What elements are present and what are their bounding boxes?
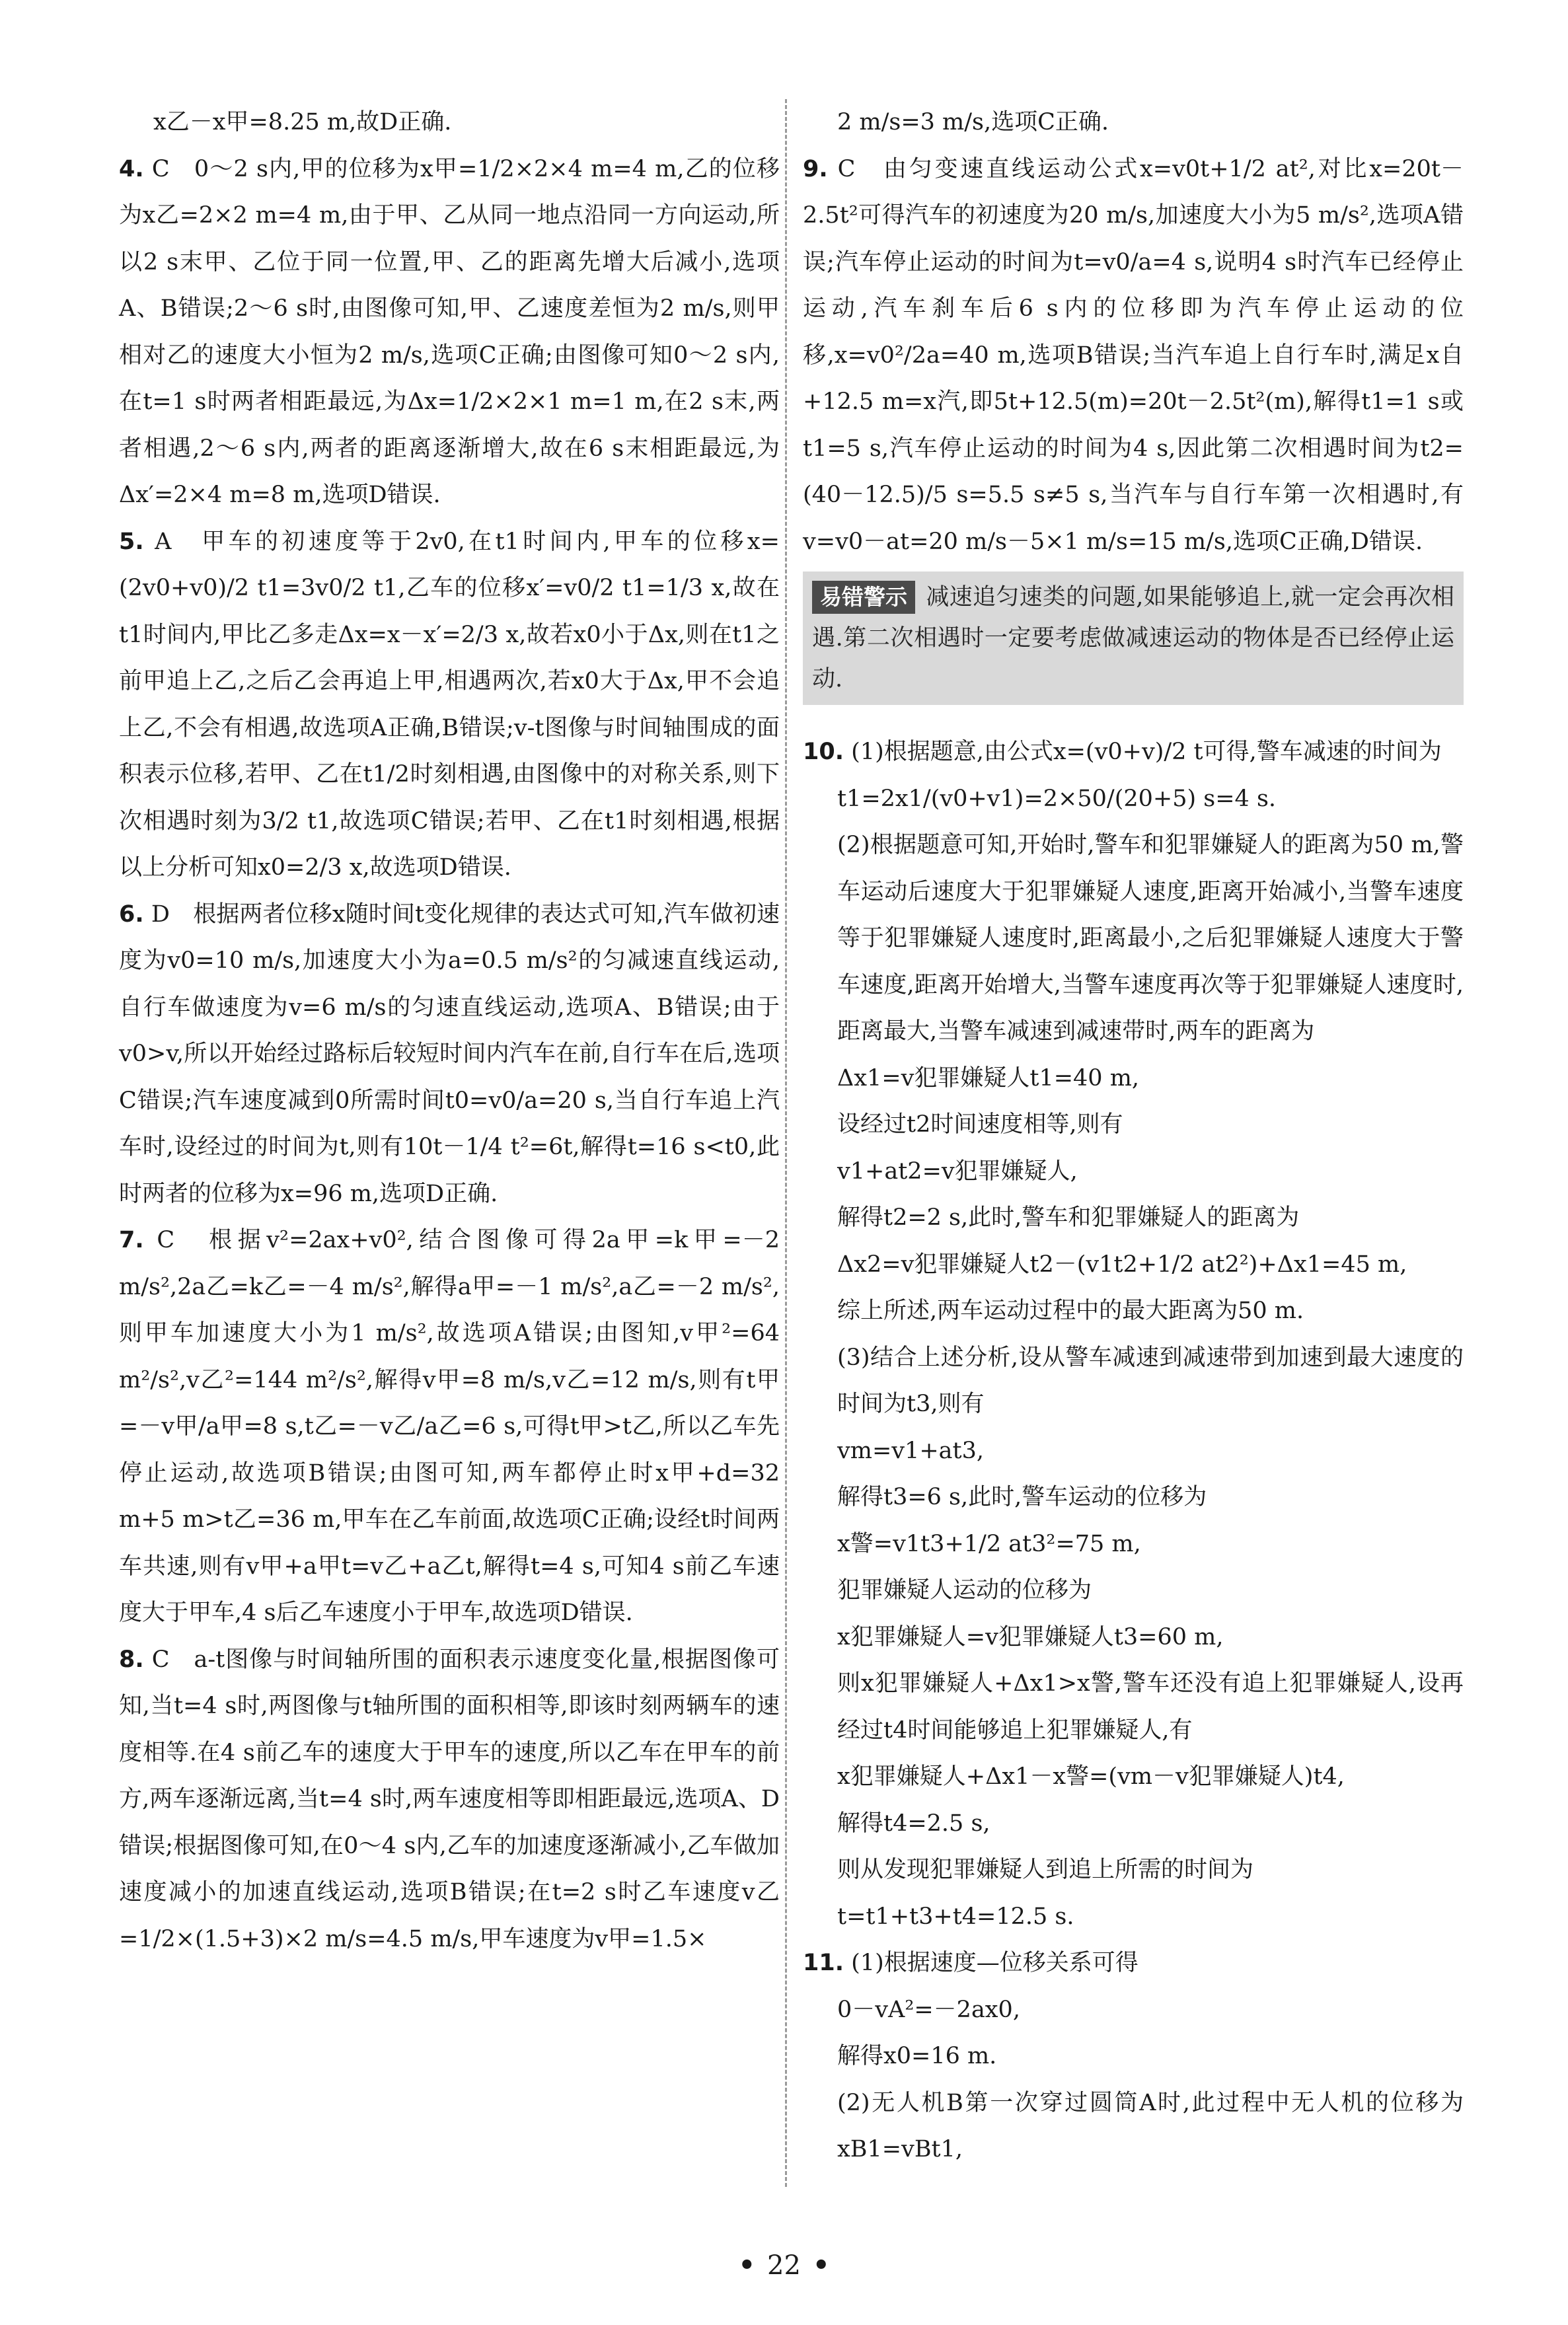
answer-item [119, 1637, 780, 1963]
question-number: 4. [119, 155, 144, 182]
answer-text: vm=v1+at3, [837, 1437, 984, 1464]
answer-line [803, 1335, 1464, 1428]
page-number-value: 22 [767, 2250, 801, 2281]
answer-line [119, 99, 780, 146]
answer-text: 0－vA²=－2ax0, [837, 1996, 1020, 2023]
question-number: 7. [119, 1227, 144, 1253]
question-number: 11. [803, 1950, 844, 1976]
answer-line [803, 2033, 1464, 2080]
answer-line [803, 1614, 1464, 1661]
question-number: 10. [803, 739, 844, 765]
answer-line [803, 1428, 1464, 1475]
answer-line [803, 1800, 1464, 1847]
answer-text: x警=v1t3+1/2 at3²=75 m, [837, 1530, 1141, 1557]
answer-item [803, 1940, 1464, 1987]
answer-text: 解得x0=16 m. [837, 2043, 997, 2069]
answer-item [119, 891, 780, 1218]
answer-item [803, 146, 1464, 566]
page-number [0, 2250, 1568, 2281]
answer-line [803, 1847, 1464, 1894]
answer-line [803, 1987, 1464, 2034]
answer-line [803, 99, 1464, 146]
warning-tag: 易错警示 [812, 581, 915, 614]
page-dot-left: • [738, 2250, 756, 2281]
answer-text: (1)根据速度—位移关系可得 [851, 1950, 1139, 1976]
answer-text: Δx1=v犯罪嫌疑人t1=40 m, [837, 1064, 1140, 1091]
question-number: 5. [119, 528, 144, 555]
answer-line [803, 1567, 1464, 1614]
question-number: 8. [119, 1646, 144, 1673]
answer-line [803, 1055, 1464, 1102]
answer-item [119, 1217, 780, 1637]
answer-line [803, 1660, 1464, 1753]
answer-text: 解得t3=6 s,此时,警车运动的位移为 [837, 1484, 1207, 1510]
warning-text: 减速追匀速类的问题,如果能够追上,就一定会再次相遇.第二次相遇时一定要考虑做减速运动的物体是否已经停止运动. [812, 584, 1454, 692]
answer-text: (2)根据题意可知,开始时,警车和犯罪嫌疑人的距离为50 m,警车运动后速度大于犯罪嫌疑人速度,距离开始减小,当警车速度等于犯罪嫌疑人速度时,距离最小,之后犯罪嫌疑人速度大于警车速度,距离开始增大,当警车速度再次等于犯罪嫌疑人速度时,距离最大,当警车减速到减速带时,两车的距离为 [837, 832, 1464, 1045]
answer-line [803, 2080, 1464, 2173]
answer-item [119, 519, 780, 891]
answer-text: 2 m/s=3 m/s,选项C正确. [837, 109, 1109, 135]
answer-text: x犯罪嫌疑人=v犯罪嫌疑人t3=60 m, [837, 1623, 1224, 1650]
answer-text: 则x犯罪嫌疑人+Δx1>x警,警车还没有追上犯罪嫌疑人,设再经过t4时间能够追上犯罪嫌疑人,有 [837, 1670, 1464, 1744]
column-divider [785, 99, 787, 2187]
answer-item [119, 146, 780, 519]
right-column-part-1 [803, 99, 1464, 565]
page-dot-right: • [812, 2250, 830, 2281]
answer-line [803, 822, 1464, 1055]
answer-text: 综上所述,两车运动过程中的最大距离为50 m. [837, 1298, 1304, 1324]
answer-text: 设经过t2时间速度相等,则有 [837, 1111, 1123, 1138]
left-column [119, 99, 780, 1962]
answer-text: 解得t2=2 s,此时,警车和犯罪嫌疑人的距离为 [837, 1204, 1300, 1231]
answer-text: Δx2=v犯罪嫌疑人t2－(v1t2+1/2 at2²)+Δx1=45 m, [837, 1251, 1407, 1278]
answer-text: 解得t4=2.5 s, [837, 1810, 990, 1837]
answer-text: (3)结合上述分析,设从警车减速到减速带到加速到最大速度的时间为t3,则有 [837, 1344, 1464, 1417]
answer-text: (1)根据题意,由公式x=(v0+v)/2 t可得,警车减速的时间为 [851, 739, 1442, 765]
answer-text: C a-t图像与时间轴所围的面积表示速度变化量,根据图像可知,当t=4 s时,两图像与t轴所围的面积相等,即该时刻两辆车的速度相等.在4 s前乙车的速度大于甲车的速度,所以乙车在甲车的前方,两车逐渐远离,当t=4 s时,两车速度相等即相距最远,选项A、D错误;根据图像可知,在0～4 s内,乙车的加速度逐渐减小,乙车做加速度减小的加速直线运动,选项B错误;在t=2 s时乙车速度v乙=1/2×(1.5+3)×2 m/s=4.5 m/s,甲车速度为v甲=1.5× [119, 1646, 780, 1952]
answer-line [803, 1195, 1464, 1241]
answer-text: t=t1+t3+t4=12.5 s. [837, 1903, 1074, 1930]
answer-text: t1=2x1/(v0+v1)=2×50/(20+5) s=4 s. [837, 785, 1277, 812]
answer-text: (2)无人机B第一次穿过圆筒A时,此过程中无人机的位移为xB1=vBt1, [837, 2089, 1464, 2162]
answer-text: D 根据两者位移x随时间t变化规律的表达式可知,汽车做初速度为v0=10 m/s,加速度大小为a=0.5 m/s²的匀减速直线运动,自行车做速度为v=6 m/s的匀速直线运动,选项A、B错误;由于v0>v,所以开始经过路标后较短时间内汽车在前,自行车在后,选项C错误;汽车速度减到0所需时间t0=v0/a=20 s,当自行车追上汽车时,设经过的时间为t,则有10t－1/4 t²=6t,解得t=16 s<t0,此时两者的位移为x=96 m,选项D正确. [119, 901, 780, 1207]
answer-text: A 甲车的初速度等于2v0,在t1时间内,甲车的位移x=(2v0+v0)/2 t1=3v0/2 t1,乙车的位移x′=v0/2 t1=1/3 x,故在t1时间内,甲比乙多走Δx=x－x′=2/3 x,故若x0小于Δx,则在t1之前甲追上乙,之后乙会再追上甲,相遇两次,若x0大于Δx,甲不会追上乙,不会有相遇,故选项A正确,B错误;v-t图像与时间轴围成的面积表示位移,若甲、乙在t1/2时刻相遇,由图像中的对称关系,则下次相遇时刻为3/2 t1,故选项C错误;若甲、乙在t1时刻相遇,根据以上分析可知x0=2/3 x,故选项D错误. [119, 528, 780, 881]
right-column [803, 99, 1464, 2173]
answer-line [803, 1753, 1464, 1800]
answer-line [803, 776, 1464, 823]
answer-line [803, 1474, 1464, 1521]
answer-line [803, 1101, 1464, 1148]
answer-text: C 0～2 s内,甲的位移为x甲=1/2×2×4 m=4 m,乙的位移为x乙=2×2 m=4 m,由于甲、乙从同一地点沿同一方向运动,所以2 s末甲、乙位于同一位置,甲、乙的距离先增大后减小,选项A、B错误;2～6 s时,由图像可知,甲、乙速度差恒为2 m/s,则甲相对乙的速度大小恒为2 m/s,选项C正确;由图像可知0～2 s内,在t=1 s时两者相距最远,为Δx=1/2×2×1 m=1 m,在2 s末,两者相遇,2～6 s内,两者的距离逐渐增大,故在6 s末相距最远,为Δx′=2×4 m=8 m,选项D错误. [119, 155, 780, 508]
question-number: 9. [803, 155, 828, 182]
answer-text: C 由匀变速直线运动公式x=v0t+1/2 at²,对比x=20t－2.5t²可得汽车的初速度为20 m/s,加速度大小为5 m/s²,选项A错误;汽车停止运动的时间为t=v0/a=4 s,说明4 s时汽车已经停止运动,汽车刹车后6 s内的位移即为汽车停止运动的位移,x=v0²/2a=40 m,选项B错误;当汽车追上自行车时,满足x自+12.5 m=x汽,即5t+12.5(m)=20t－2.5t²(m),解得t1=1 s或t1=5 s,汽车停止运动的时间为4 s,因此第二次相遇时间为t2=(40－12.5)/5 s=5.5 s≠5 s,当汽车与自行车第一次相遇时,有v=v0－at=20 m/s－5×1 m/s=15 m/s,选项C正确,D错误. [803, 155, 1464, 555]
error-warning-box [803, 572, 1464, 705]
answer-line [803, 1288, 1464, 1335]
answer-text: 则从发现犯罪嫌疑人到追上所需的时间为 [837, 1857, 1254, 1883]
right-column-part-2 [803, 729, 1464, 2173]
answer-line [803, 1521, 1464, 1568]
answer-text: C 根据v²=2ax+v0²,结合图像可得2a甲=k甲=－2 m/s²,2a乙=k乙=－4 m/s²,解得a甲=－1 m/s²,a乙=－2 m/s²,则甲车加速度大小为1 m/s²,故选项A错误;由图知,v甲²=64 m²/s²,v乙²=144 m²/s²,解得v甲=8 m/s,v乙=12 m/s,则有t甲=－v甲/a甲=8 s,t乙=－v乙/a乙=6 s,可得t甲>t乙,所以乙车先停止运动,故选项B错误;由图可知,两车都停止时x甲+d=32 m+5 m>t乙=36 m,甲车在乙车前面,故选项C正确;设经t时间两车共速,则有v甲+a甲t=v乙+a乙t,解得t=4 s,可知4 s前乙车速度大于甲车,4 s后乙车速度小于甲车,故选项D错误. [119, 1227, 780, 1626]
answer-text: x乙－x甲=8.25 m,故D正确. [153, 109, 452, 135]
answer-text: x犯罪嫌疑人+Δx1－x警=(vm－v犯罪嫌疑人)t4, [837, 1763, 1345, 1790]
question-number: 6. [119, 901, 144, 928]
answer-text: 犯罪嫌疑人运动的位移为 [837, 1577, 1092, 1604]
answer-line [803, 1148, 1464, 1195]
answer-line [803, 1894, 1464, 1940]
answer-line [803, 1241, 1464, 1288]
answer-item [803, 729, 1464, 776]
answer-text: v1+at2=v犯罪嫌疑人, [837, 1158, 1078, 1185]
